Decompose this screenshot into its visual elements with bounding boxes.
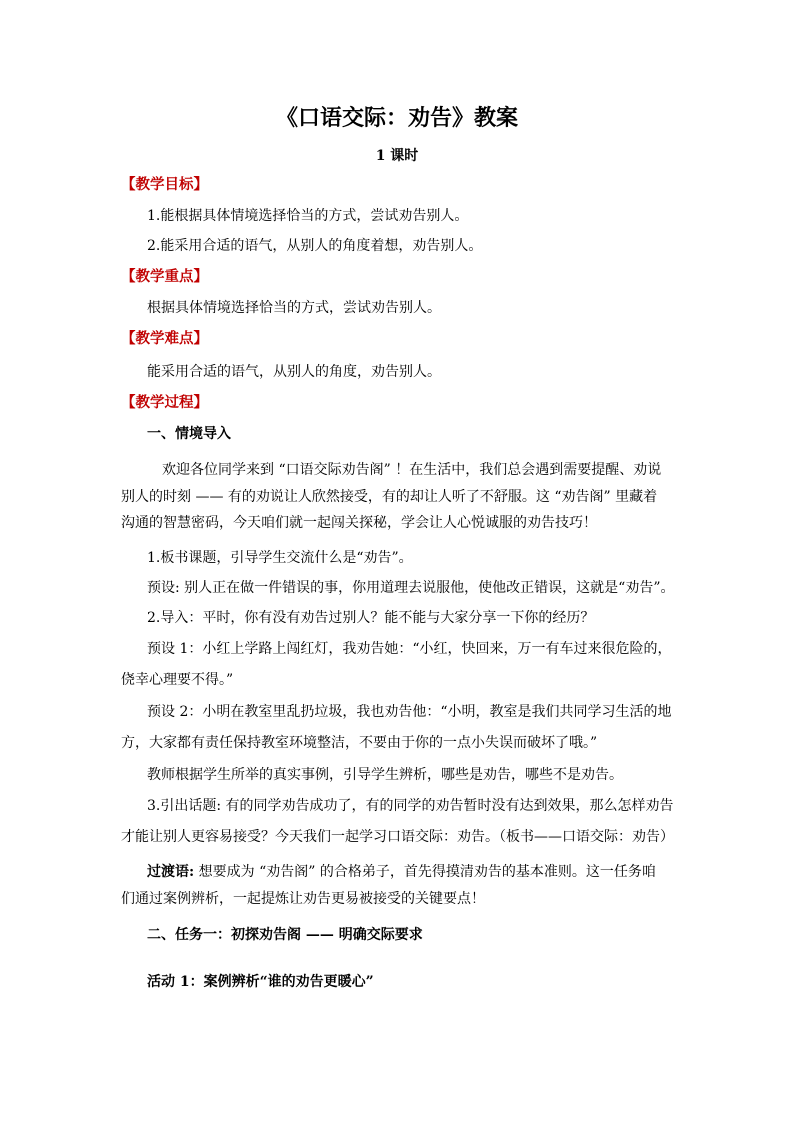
transition-label: 过渡语:	[147, 864, 195, 880]
step3-line: 才能让别人更容易接受？今天我们一起学习口语交际：劝告。（板书——口语交际：劝告）	[121, 829, 674, 845]
transition-line	[147, 862, 656, 882]
preset2-line: 预设 2：小明在教室里乱扔垃圾，我也劝告他：“小明，教室是我们共同学习生活的地	[147, 704, 672, 720]
section-heading-key-points: 【教学重点】	[121, 268, 208, 285]
step3-line: 3.引出话题: 有的同学劝告成功了，有的同学的劝告暂时没有达到效果，那么怎样劝告	[147, 798, 674, 814]
preset1-line: 预设 1：小红上学路上闯红灯，我劝告她：“小红，快回来，万一有车过来很危险的，	[147, 641, 672, 657]
section-heading-difficulties: 【教学难点】	[121, 330, 208, 347]
part1-heading: 一、情境导入	[147, 426, 231, 442]
preset0-text: 预设: 别人正在做一件错误的事，你用道理去说服他，使他改正错误，这就是“劝告”。	[147, 580, 675, 596]
doc-title: 《口语交际：劝告》教案	[275, 105, 518, 131]
section-heading-objectives: 【教学目标】	[121, 176, 208, 193]
step2-text: 2.导入：平时，你有没有劝告过别人？能不能与大家分享一下你的经历？	[147, 610, 595, 626]
activity1-heading: 活动 1：案例辨析“谁的劝告更暖心”	[147, 974, 374, 990]
teacher-note: 教师根据学生所举的真实事例，引导学生辨析，哪些是劝告，哪些不是劝告。	[147, 767, 623, 783]
key-points-text: 根据具体情境选择恰当的方式，尝试劝告别人。	[147, 300, 441, 316]
transition-text: 想要成为 “劝告阁” 的合格弟子，首先得摸清劝告的基本准则。这一任务咱	[194, 864, 656, 880]
intro-line: 欢迎各位同学来到 “口语交际劝告阁” ！在生活中，我们总会遇到需要提醒、劝说	[162, 462, 662, 478]
doc-subtitle: 1 课时	[375, 148, 419, 164]
part2-heading: 二、任务一：初探劝告阁 —— 明确交际要求	[147, 927, 423, 943]
step1-text: 1.板书课题，引导学生交流什么是“劝告”。	[147, 550, 413, 566]
objective-item: 1.能根据具体情境选择恰当的方式，尝试劝告别人。	[147, 208, 469, 224]
intro-line: 别人的时刻 —— 有的劝说让人欣然接受，有的却让人听了不舒服。这 “劝告阁” 里藏着	[121, 489, 658, 505]
difficulties-text: 能采用合适的语气，从别人的角度，劝告别人。	[147, 364, 441, 380]
preset1-line: 侥幸心理要不得。”	[121, 672, 234, 688]
intro-line: 沟通的智慧密码，今天咱们就一起闯关探秘，学会让人心悦诚服的劝告技巧！	[121, 515, 597, 531]
transition-line: 们通过案例辨析，一起提炼让劝告更易被接受的关键要点！	[121, 891, 485, 907]
objective-item: 2.能采用合适的语气，从别人的角度着想，劝告别人。	[147, 238, 483, 254]
preset2-line: 方，大家都有责任保持教室环境整洁，不要由于你的一点小失误而破坏了哦。”	[121, 735, 598, 751]
section-heading-process: 【教学过程】	[121, 394, 208, 411]
